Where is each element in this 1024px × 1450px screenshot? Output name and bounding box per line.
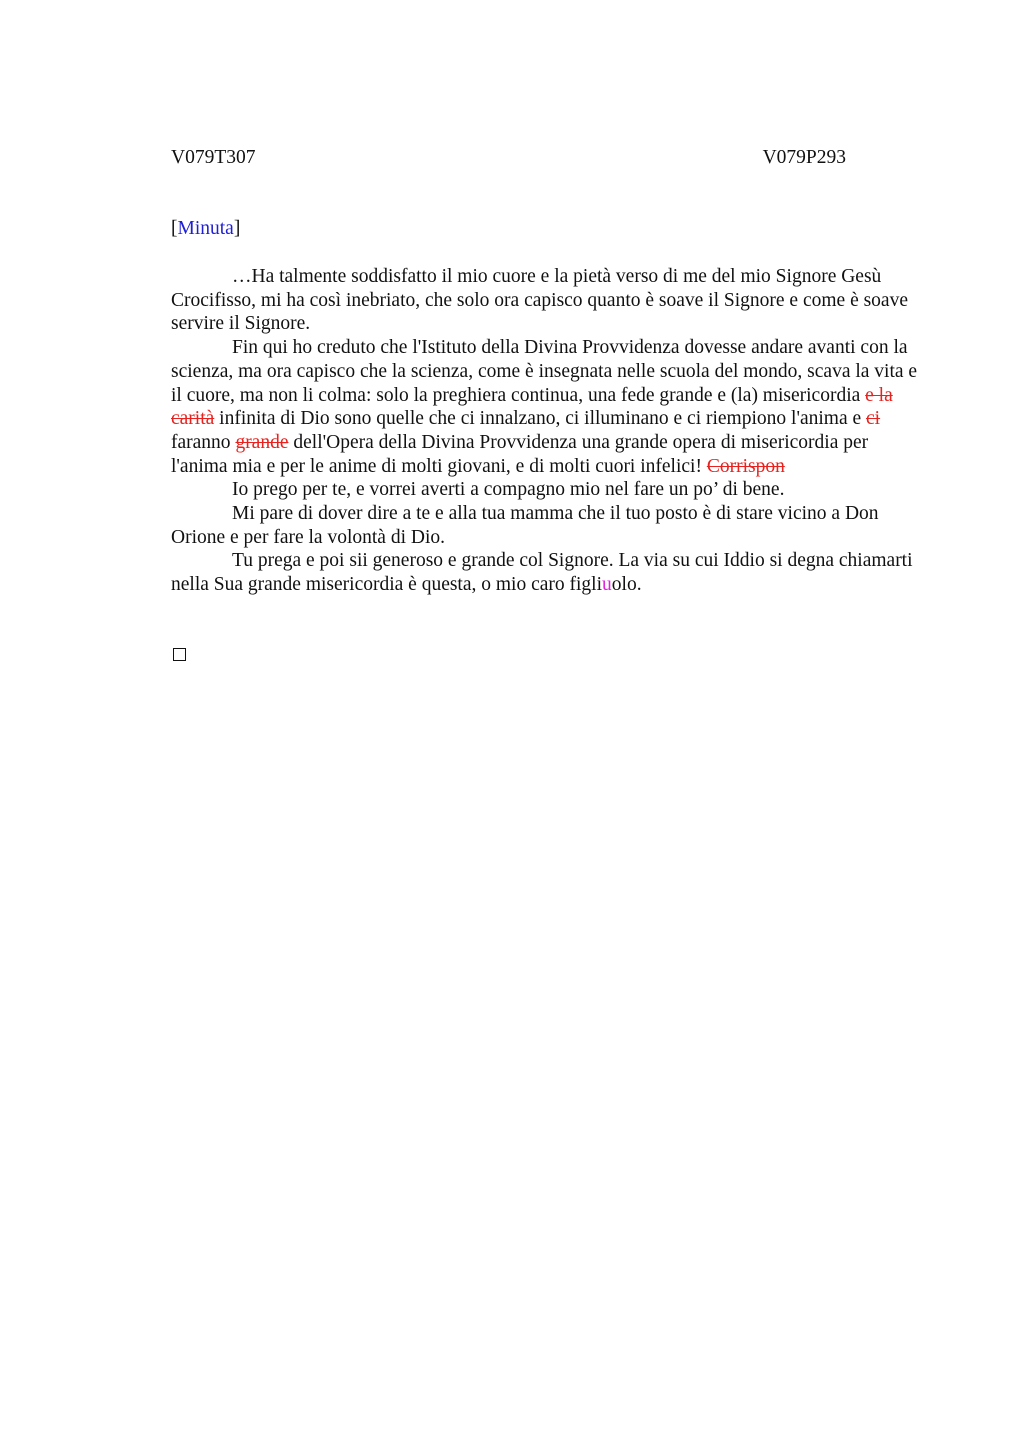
- paragraph-2-text-4: dell'Opera della Divina Provvidenza una grande opera di misericordia per l'anima mia e per le anime di molti giovani, e di molti cuori infelici!: [171, 431, 869, 477]
- inserted-letter: u: [602, 574, 612, 596]
- deleted-text-3: grande: [235, 431, 289, 453]
- label-close-bracket: ]: [233, 218, 241, 239]
- deleted-text-1: e la carità: [171, 384, 893, 430]
- paragraph-2: [171, 336, 921, 478]
- label-open-bracket: [: [171, 218, 178, 239]
- header-right-code: V079P293: [762, 147, 846, 168]
- paragraph-2-text-2: infinita di Dio sono quelle che ci innalzano, ci illuminano e ci riempiono l'anima e: [214, 408, 867, 430]
- paragraph-2-text-1: Fin qui ho creduto che l'Istituto della Divina Provvidenza dovesse andare avanti con la scienza, ma ora capisco che la scienza, come è insegnata nelle scuola del mondo, scava la vita e il cuore, ma non li colma: solo la preghiera continua, una fede grande e (la) misericordia: [171, 337, 918, 406]
- paragraph-3: Io prego per te, e vorrei averti a compagno mio nel fare un po’ di bene.: [232, 479, 785, 501]
- paragraph-5: [171, 549, 921, 596]
- deleted-text-2: ci: [866, 408, 881, 430]
- label-text: Minuta: [177, 218, 234, 239]
- header-left-code: V079T307: [171, 147, 256, 168]
- end-square-icon: [173, 648, 186, 661]
- deleted-text-4: Corrispon: [706, 455, 785, 477]
- draft-label: [171, 217, 240, 241]
- paragraph-5-text-1: Tu prega e poi sii generoso e grande col Signore. La via su cui Iddio si degna chiamarti nella Sua grande misericordia è questa, o mio caro figli: [171, 550, 913, 596]
- letter-body: [171, 265, 921, 597]
- paragraph-4: Mi pare di dover dire a te e alla tua mamma che il tuo posto è di stare vicino a Don Orione e per fare la volontà di Dio.: [171, 503, 879, 548]
- paragraph-1: …Ha talmente soddisfatto il mio cuore e la pietà verso di me del mio Signore Gesù Crocifisso, mi ha così inebriato, che solo ora capisco quanto è soave il Signore e come è soave servire il Signore.: [171, 266, 908, 335]
- paragraph-2-text-3: faranno: [171, 431, 236, 453]
- paragraph-5-text-2: olo.: [611, 574, 642, 596]
